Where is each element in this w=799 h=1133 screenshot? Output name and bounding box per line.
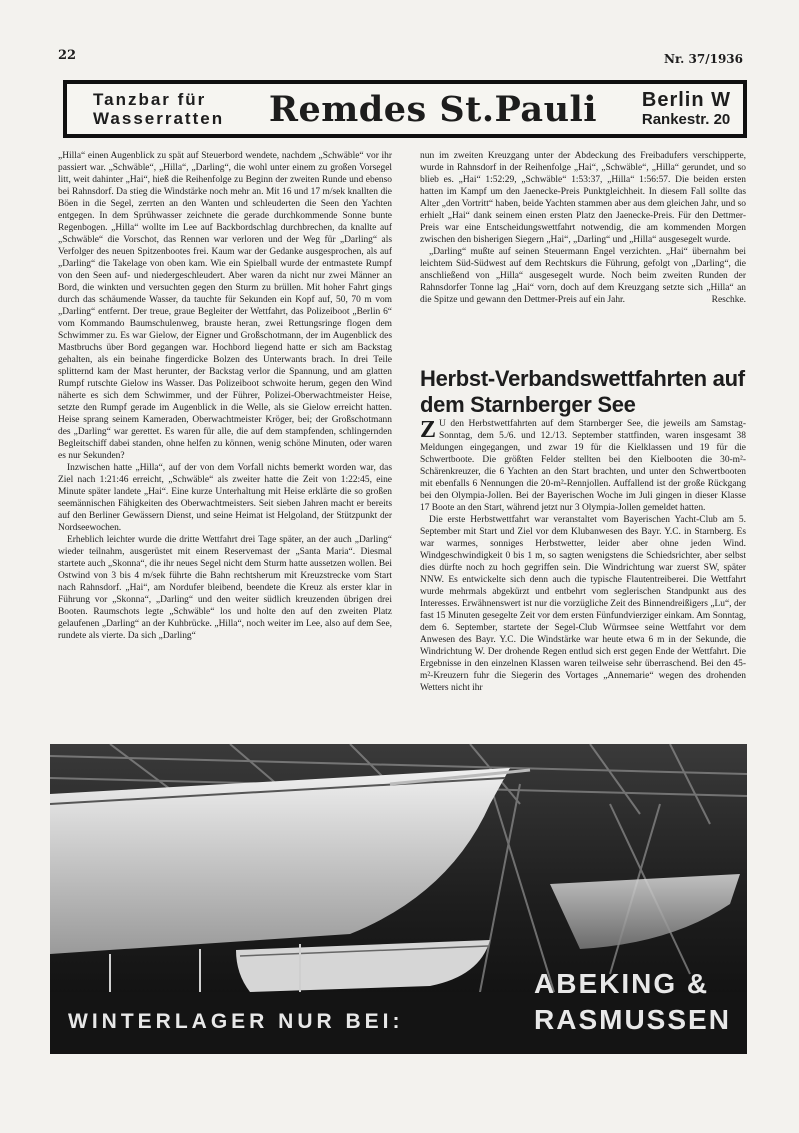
article1-paragraph: „Hilla“ einen Augenblick zu spät auf Steuerbord wendete, nachdem „Schwäble“ vor ihr passiert war. „Schwäble“, „Hilla“, „Darling“, die wohl unter einem zu großen Vorsegel litt, weit dahinter „Hai“, hieß die Reihenfolge zu Beginn der zweiten Runde und ebenso bei Rahnsdorf. Da stieg die Windstärke noch mehr an. Mit 16 und 17 m/sek knallten die Böen in die Segel, zerrten an den Wanten und schleuderten die Seen den Yachten entgegen. In dem Sprühwasser zeichnete die gerade durchkommende Sonne bunte Regenbogen. „Hilla“ wollte im Lee auf Backbordschlag durchbrechen, da knallte auf „Schwäble“ die Vorschot, das Rennen war verloren und der Weg für „Darling“ als Verfolger des neuen Spitzenbootes frei. Kaum war der Gedanke ausgesprochen, als auf „Darling“ die Takelage von oben kam. Wie ein Spielball wurde der entmastete Rumpf von den Seen auf- und niedergeschleudert. Aber waren da nicht nur zwei Männer an Bord, die winkten und versuchten gegen den Sturm zu brüllen. Mit hoher Fahrt gings durch das schäumende Wasser, da tauchte für Sekunden ein Kopf auf, 50, 70 m vom „Darling“ entfernt. Der treue, graue Begleiter der Wettfahrt, das Polizeiboot „Berlin 6“ vom Kommando Baumschulenweg, brauste heran, zwei Rettungsringe flogen dem Schwimmer zu. Es war Gielow, der Eigner und Großschotmann, der im Augenblick des Mastbruchs über Bord gegangen war. Hochbord liegend hatte er sich am Backstag gehalten, als ein beinahe fingerdicke Bolzen des Unterwants brach. In drei Teile splitternd kam der Mast herunter, der Backstag verlor die Spannung, und am glatten Rumpf rutschte Gielow ins Wasser. Das Polizeiboot schwoite herum, gegen den Wind näherte es sich dem Schwimmer, und der Führer, Polizei-Oberwachtmeister Heise, setzte den Rumpf gerade im Augenblick in die Welle, als sie Gielow erreicht hatten. Heise sprang seinem Kameraden, Oberwachtmeister Kröger, bei; der Großschotmann des „Darling“ war gerettet. Es waren für alle, die auf dem stampfenden, schlingernden Begleitschiff dabei standen, ohne helfen zu können, wenig schöne Minuten, oder waren es nur Sekunden? — [58, 151, 392, 461]
article2-paragraph: Die erste Herbstwettfahrt war veranstaltet vom Bayerischen Yacht-Club am 5. September mit Start und Ziel vor dem Klubanwesen des Bayr. Y.C. in Starnberg. Es war warmes, sonniges Herbstwetter, leider aber ohne jeden Wind. Windgeschwindigkeit 0 bis 1 m, so sagten wenigstens die Schiedsrichter, aber selbst dies dürfte noch zu hoch gegriffen sein. Die Windrichtung war zuerst SW, später NNW. Es entwickelte sich denn auch die typische Flautentreiberei. Die Wettfahrt wurde mehrmals abgekürzt und entbehrt vom seglerischen Standpunkt aus des Interesses. Erwähnenswert ist nur die vorzügliche Zeit des Binnendreißigers „Lu“, der fast 15 Minuten gesegelte Zeit vor dem ersten Fünfundvierziger einkam. Am Sonntag, dem 6. September, startete der Segel-Club Würmsee seine Wettfahrt vor dem Anwesen des Bayr. Y.C. Die Windstärke war heute etwa 6 m in der Sekunde, die Windrichtung W. Der drohende Regen entlud sich erst gegen Ende der Wettfahrt. Die Ergebnisse in den einzelnen Klassen waren teilweise sehr überraschend. Bei den 45-m²-Kreuzern fuhr die Siegerin des Vortages „Annemarie“ wegen des drohenden Wetters nicht ihr — [420, 515, 746, 693]
ad-brand-name: Remdes St.Pauli — [268, 88, 598, 130]
article1-paragraph: nun im zweiten Kreuzgang unter der Abdeckung des Freibadufers verschipperte, wurde in Rahnsdorf in der Reihenfolge „Hai“, „Schwäble“, „Hilla“ gerundet, und so blieb es. „Hai“ 1:52:29, „Schwäble“ 1:53:37, „Hilla“ 1:56:57. Die beiden ersten hatten im Kampf um den Jaenecke-Preis Punktgleichheit. In diesem Fall sollte das Alter „den Vortritt“ haben, beide Yachten stammen aber aus dem gleichen Jahr, und so erhielt „Hai“ dank seinem einen ersten Platz den Jaenecke-Preis. Für den Dettmer-Preis war eine Entscheidungswettfahrt notwendig, die am kommenden Morgen zwischen den bisherigen Siegern „Hai“, „Darling“ und „Hilla“ ausgesegelt wurde. — [420, 151, 746, 245]
article2-title: Herbst-Verbandswettfahrten auf dem Starnberger See — [420, 366, 745, 417]
top-advertisement — [63, 80, 747, 138]
ad-winter-storage: WINTERLAGER NUR BEI: — [68, 1010, 404, 1033]
article1-paragraph — [420, 246, 746, 306]
ad-street: Rankestr. 20 — [641, 111, 731, 128]
shipyard-photo-advertisement — [50, 744, 747, 1054]
ad-shipyard-name-bottom: RASMUSSEN — [534, 1004, 731, 1035]
ad-address — [642, 90, 731, 128]
ad-tagline-line1: Tanzbar für — [93, 90, 207, 109]
article1-paragraph: Erheblich leichter wurde die dritte Wettfahrt drei Tage später, an der auch „Darling“ wieder teilnahm, ausgerüstet mit einem Reservemast der „Santa Maria“. Diesmal startete auch „Skonna“, die ihr neues Segel nicht dem Sturm hatte aussetzen wollen. Bei Ostwind von 3 bis 4 m/sek führte die Bahn rechtsherum mit Kreuzstrecke vom Start nach Rahnsdorf. „Hai“, am Nordufer bleibend, beendete die Kreuz als erster klar in Führung vor „Skonna“, „Darling“ und den weiter südlich kreuzenden übrigen drei Booten. Raumschots legte „Schwäble“ los und holte den auf den zweiten Platz gelaufenen „Darling“ an der Kuhbrücke. „Hilla“, noch weiter im Lee, also auf dem See, rundete als vierte. Da sich „Darling“ — [58, 535, 392, 641]
article1-paragraph-text: „Darling“ mußte auf seinen Steuermann Engel verzichten. „Hai“ übernahm bei leichtem Süd-Südwest auf dem Rechtskurs die Führung, gefolgt von „Darling“, die anschließend von „Hilla“ ausgesegelt wurde. Noch beim zweiten Runden der Rahnsdorfer Tonne lag „Hai“ vorn, doch auf dem Kreuzgang setzte sich „Hilla“ an die Spitze und gewann den Dettmer-Preis auf ein Jahr. — [420, 247, 746, 305]
issue-number: Nr. 37/1936 — [663, 52, 743, 66]
article2-first-paragraph — [420, 418, 746, 514]
article2-dropcap: Z — [420, 418, 437, 443]
ad-tagline — [93, 90, 224, 128]
article1-signature: Reschke. — [711, 295, 746, 305]
article2-first-paragraph-text: U den Herbstwettfahrten auf dem Starnberger See, die jeweils am Samstag-Sonntag, dem 5./6. und 12./13. September stattfinden, waren insgesamt 38 Meldungen eingegangen, und zwar 19 für die Kielklassen und 19 für die Schwertboote. Die größten Felder stellten bei den Kielbooten die 30-m²-Schärenkreuzer, die 6 Yachten an den Start brachten, und unter den Schwertbooten mit ebenfalls 6 Nennungen die 20-m²-Rennjollen. Auffallend ist der große Rückgang bei den Olympia-Jollen. Bei der Bayerischen Woche im Juli gingen in dieser Klasse 17 Boote an den Start, während jetzt nur 3 Olympia-Jollen gemeldet hatten. — [420, 419, 746, 513]
article2-body — [420, 418, 746, 736]
article1-left-column — [58, 150, 392, 735]
ad-city: Berlin W — [641, 89, 731, 111]
ad-tagline-line2: Wasserratten — [93, 109, 225, 128]
page-number: 22 — [58, 48, 77, 63]
article1-right-column — [420, 150, 746, 348]
ad-shipyard-name-top: ABEKING & — [534, 968, 710, 999]
article1-paragraph: Inzwischen hatte „Hilla“, auf der von dem Vorfall nichts bemerkt worden war, das Ziel nach 1:21:46 erreicht, „Schwäble“ als zweiter hatte die Zeit von 1:22:45, eine Minute später landete „Hai“. Eine kurze Unterhaltung mit Heise erklärte die so großen seemännischen Fähigkeiten des Oberwachtmeisters. Seit sieben Jahren macht er bereits auf den Berliner Gewässern Dienst, und seine Heimat ist Helgoland, der Stützpunkt der Nordseewochen. — [58, 463, 392, 533]
